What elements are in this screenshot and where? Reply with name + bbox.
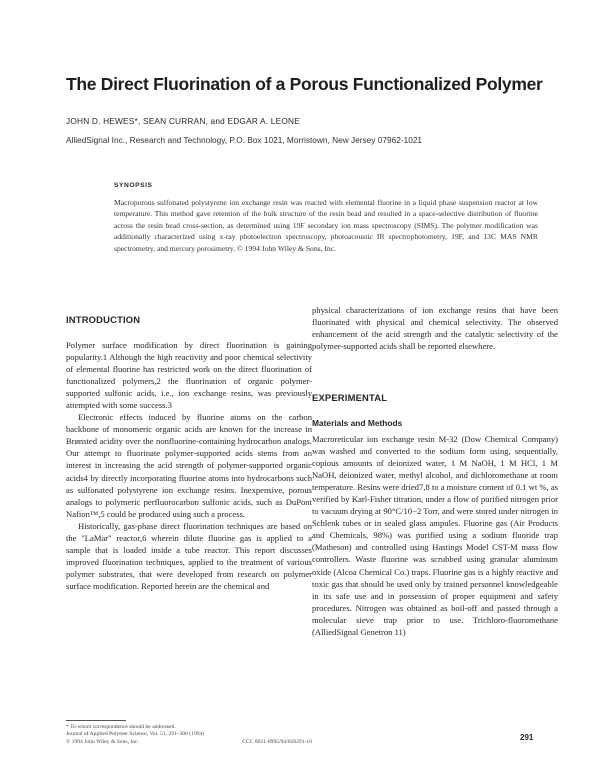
materials-methods-heading: Materials and Methods: [312, 418, 403, 428]
footnote-rule: [66, 720, 126, 721]
ccc-code: CCC 0021-8995/94/020291-10: [242, 738, 312, 745]
synopsis-heading: SYNOPSIS: [114, 182, 153, 189]
footnote: [66, 724, 312, 746]
intro-paragraph: Electronic effects induced by fluorine atoms on the carbon backbone of monomeric organic acids are known for the increase in Brønsted acidity over the nonfluorine-containing hydrocarbon analogs. Our attempt to fluorinate polymer-supported acids stems from an interest in increasing the acid strength of polymer-supported organic acids4 by directly incorporating fluorine atoms into hydrocarbons such as sulfonated polystyrene ion exchange resins. Inexpensive, porous analogs to polymeric perfluorocarbon sulfonic acids, such as DuPont Nafion™,5 could be produced using such a process.: [66, 412, 312, 519]
introduction-heading: INTRODUCTION: [66, 314, 141, 325]
author-list: JOHN D. HEWES*, SEAN CURRAN, and EDGAR A. LEONE: [66, 116, 300, 126]
experimental-heading: EXPERIMENTAL: [312, 392, 388, 403]
page-number: 291: [520, 733, 534, 742]
intro-continuation: physical characterizations of ion exchange resins that have been fluorinated with physical and chemical selectivity. The observed enhancement of the acid strength and the catalytic selectivity of the polymer-supported acids shall be reported elsewhere.: [312, 305, 558, 352]
intro-paragraph: Polymer surface modification by direct fluorination is gaining popularity.1 Although the high reactivity and poor chemical selectivity of elemental fluorine has restricted work on the direct fluorination of functionalized polymers,2 the fluorination of organic polymer-supported sulfonic acids, i.e., ion exchange resins, was previously attempted with some success.3: [66, 340, 312, 411]
journal-citation: Journal of Applied Polymer Science, Vol. 51, 291–300 (1994): [66, 731, 205, 738]
right-column-body: [312, 433, 558, 638]
copyright-line: © 1994 John Wiley & Sons, Inc.: [66, 738, 139, 745]
right-column-top: [312, 304, 558, 352]
synopsis-text: Macroporous sulfonated polystyrene ion exchange resin was reacted with elemental fluorine in a liquid phase suspension reactor at low temperature. This method gave retention of the bulk structure of the resin bead and resulted in a space-selective distribution of fluorine across the resin bead cross-section, as determined using 19F secondary ion mass spectroscopy (SIMS). The polymer modification was additionally characterized using x-ray photoelectron spectroscopy, photoacoustic IR spectrophotometry, 19F, and 13C MAS NMR spectrometry, and mercury porosimetry. © 1994 John Wiley & Sons, Inc.: [114, 198, 538, 253]
correspondence-note: * To whom correspondence should be addressed.: [66, 724, 176, 730]
paper-title: The Direct Fluorination of a Porous Functionalized Polymer: [66, 74, 543, 94]
intro-paragraph: Historically, gas-phase direct fluorination techniques are based on the "LaMar" reactor,6 wherein dilute fluorine gas is applied to a sample that is loaded inside a tube reactor. This report discusses improved fluorination techniques, applied to the treatment of various polymer substrates, that were developed from research on polymer surface modification. Reported herein are the chemical and: [66, 520, 312, 591]
experimental-paragraph: Macroreticular ion exchange resin M-32 (Dow Chemical Company) was washed and converted to the sodium form using, sequentially, copious amounts of deionized water, 1 M NaOH, 1 M HCl, 1 M NaOH, deionized water, methyl alcohol, and dichloromethane at room temperature. Resins were dried7,8 to a moisture content of 0.1 wt %, as verified by Karl-Fisher titration, under a flow of purified nitrogen prior to vacuum drying at 90°C/10−2 Torr, and were stored under nitrogen in Schlenk tubes or in sealed glass ampules. Fluorine gas (Air Products and Chemicals, 98%) was purified using a sodium fluoride trap (Matheson) and controlled using Hastings Model CST-M mass flow controllers. Waste fluorine was scrubbed using granular aluminum oxide (Alcoa Chemical Co.) traps. Fluorine gas is a highly reactive and toxic gas that should be used only by trained personnel knowledgeable in its safe use and in possession of proper equipment and safety procedures. Nitrogen was obtained as boil-off and passed through a molecular sieve trap prior to use. Trichloro-fluoromethane (AlliedSignal Genetron 11): [312, 434, 558, 637]
affiliation: AlliedSignal Inc., Research and Technology, P.O. Box 1021, Morristown, New Jersey 07962-1021: [66, 135, 423, 145]
left-column: [66, 339, 312, 592]
